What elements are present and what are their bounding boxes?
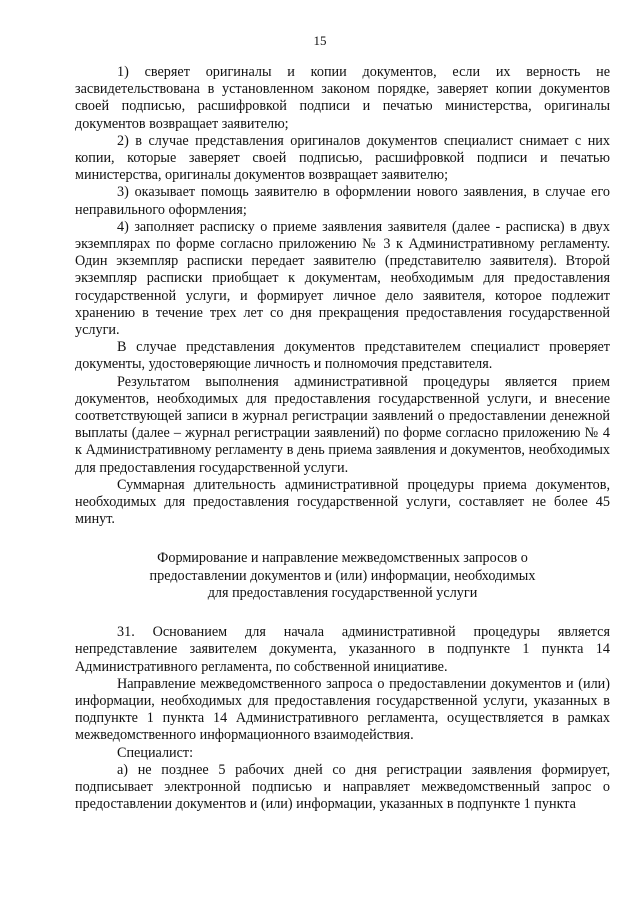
- paragraph-item-4-receipt: 4) заполняет расписку о приеме заявления заявителя (далее - расписка) в двух экземплярах по форме согласно приложению № 3 к Административному регламенту. Один экземпляр расписки передает заявителю (представителю заявителя). Второй экземпляр расписки приобщает к документам, необходимым для предоставления государственной услуги, и формирует личное дело заявителя, которое подлежит хранению в течение трех лет со дня прекращения предоставления государственной услуги.: [75, 218, 610, 339]
- paragraph-item-2-make-copies: 2) в случае представления оригиналов документов специалист снимает с них копии, которые заверяет своей подписью, расшифровкой подписи и печатью министерства, оригиналы документов возвращает заявителю;: [75, 132, 610, 184]
- paragraph-item-1-check-copies: 1) сверяет оригиналы и копии документов, если их верность не засвидетельствована в установленном законом порядке, заверяет копии документов своей подписью, расшифровкой подписи и печатью министерства, оригиналы документов возвращает заявителю;: [75, 64, 610, 132]
- section-heading-line: для предоставления государственной услуги: [207, 584, 478, 601]
- page-number: 15: [313, 33, 327, 48]
- paragraph-item-a-request: а) не позднее 5 рабочих дней со дня регистрации заявления формирует, подписывает электронной подписью и направляет межведомственный запрос о предоставлении документов и (или) информации, указанных в подпункте 1 пункта: [75, 761, 610, 813]
- section-heading-line: предоставлении документов и (или) информации, необходимых: [149, 567, 536, 584]
- document-body: [75, 64, 610, 813]
- paragraph-procedure-duration: Суммарная длительность административной процедуры приема документов, необходимых для предоставления государственной услуги, составляет не более 45 минут.: [75, 476, 610, 528]
- section-heading-line: Формирование и направление межведомственных запросов о: [157, 550, 528, 567]
- section-heading: [75, 550, 610, 602]
- paragraph-specialist-label: Специалист:: [117, 744, 194, 761]
- paragraph-procedure-result: Результатом выполнения административной процедуры является прием документов, необходимых для предоставления государственной услуги, и внесение соответствующей записи в журнал регистрации заявлений о предоставлении денежной выплаты (далее – журнал регистрации заявлений) по форме согласно приложению № 4 к Административному регламенту в день приема заявления и документов, необходимых для предоставления государственной услуги.: [75, 373, 610, 476]
- paragraph-item-31-basis: 31. Основанием для начала административной процедуры является непредставление заявителем документа, указанного в подпункте 1 пункта 14 Административного регламента, по собственной инициативе.: [75, 624, 610, 675]
- paragraph-item-3-help-application: 3) оказывает помощь заявителю в оформлении нового заявления, в случае его неправильного оформления;: [75, 184, 610, 218]
- paragraph-interagency-request: Направление межведомственного запроса о предоставлении документов и (или) информации, необходимых для предоставления государственной услуги, указанных в подпункте 1 пункта 14 Административного регламента, осуществляется в рамках межведомственного информационного взаимодействия.: [75, 675, 610, 744]
- paragraph-representative-check: В случае представления документов представителем специалист проверяет документы, удостоверяющие личность и полномочия представителя.: [75, 339, 610, 373]
